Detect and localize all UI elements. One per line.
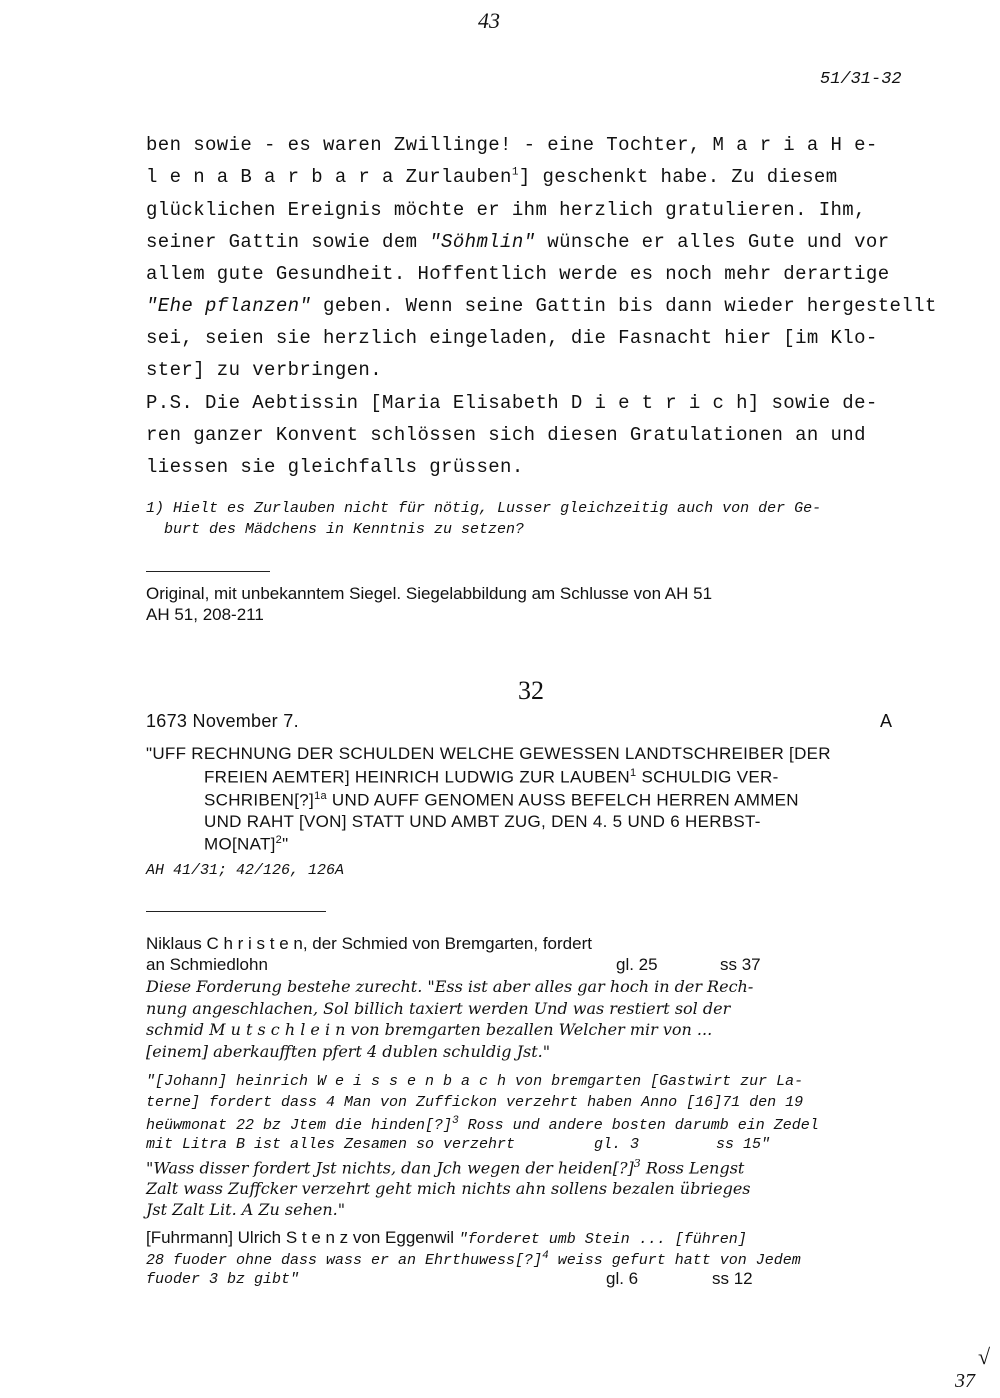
body-line: allem gute Gesundheit. Hoffentlich werde es noch mehr derartige <box>146 263 890 285</box>
body-line: ben sowie - es waren Zwillinge! - eine Tochter, M a r i a H e- <box>146 134 878 156</box>
footnote-ref: 4 <box>542 1250 549 1262</box>
title-line: UND RAHT [VON] STATT UND AMBT ZUG, DEN 4. 5 UND 6 HERBST- <box>204 812 761 831</box>
transcription-line: nung angeschlachen, Sol billich taxiert werden Und was restiert sol der <box>146 999 731 1018</box>
handwritten-folio-number: 37 <box>955 1370 975 1392</box>
transcription-line: Diese Forderung bestehe zurecht. "Ess ist aber alles gar hoch in der Rech- <box>146 977 754 996</box>
entry-line: fuoder 3 bz gibt" <box>146 1271 300 1288</box>
amount-schilling: ss 15" <box>716 1136 771 1153</box>
title-line: FREIEN AEMTER] HEINRICH LUDWIG ZUR LAUBEN$^1$ SCHULDIG VER- <box>204 767 779 787</box>
source-line: AH 51, 208-211 <box>146 605 264 624</box>
transcription-line: Jst Zalt Lit. A Zu sehen." <box>146 1200 346 1219</box>
amount-gulden: gl. 25 <box>616 955 658 974</box>
archive-references: AH 41/31; 42/126, 126A <box>146 862 345 879</box>
quoted-term: "Ehe pflanzen" <box>146 295 312 317</box>
body-line: liessen sie gleichfalls grüssen. <box>146 456 524 478</box>
transcription-line: Zalt wass Zuffcker verzehrt geht mich nichts ahn sollens bezalen übrieges <box>146 1179 751 1198</box>
entry-line: mit Litra B ist alles Zesamen so verzehrt <box>146 1136 516 1153</box>
quoted-term: "Söhmlin" <box>429 231 536 253</box>
body-line: glücklichen Ereignis möchte er ihm herzlich gratulieren. Ihm, <box>146 199 866 221</box>
source-line: Original, mit unbekanntem Siegel. Siegelabbildung am Schlusse von AH 51 <box>146 584 713 603</box>
separator-rule <box>146 571 270 572</box>
footnote-ref: 3 <box>633 1157 641 1170</box>
title-line: MO[NAT]$^2$" <box>204 834 289 854</box>
amount-schilling: ss 12 <box>712 1269 753 1288</box>
separator-rule <box>146 911 326 912</box>
entry-line: 28 fuoder ohne dass wass er an Ehrthuwess[?]$^4$ weiss gefurt hatt von Jedem <box>146 1250 801 1269</box>
transcription-line: [einem] aberkaufften pfert 4 dublen schuldig Jst." <box>146 1042 551 1061</box>
document-reference: 51/31-32 <box>820 70 902 89</box>
footnote-line: 1) Hielt es Zurlauben nicht für nötig, Lusser gleichzeitig auch von der Ge- <box>146 500 822 517</box>
amount-gulden: gl. 3 <box>594 1136 640 1153</box>
title-line: SCHRIBEN[?]$^{1a}$ UND AUFF GENOMEN AUSS BEFELCH HERREN AMMEN <box>204 790 799 810</box>
body-line: ren ganzer Konvent schlössen sich diesen Gratulationen an und <box>146 424 866 446</box>
amount-schilling: ss 37 <box>720 955 761 974</box>
footnote-line: burt des Mädchens in Kenntnis zu setzen? <box>164 521 525 538</box>
title-line: "UFF RECHNUNG DER SCHULDEN WELCHE GEWESSEN LANDTSCHREIBER [DER <box>146 744 831 763</box>
body-line: seiner Gattin sowie dem "Söhmlin" wünsche er alles Gute und vor <box>146 231 890 253</box>
footnote-ref: 1a <box>314 790 327 802</box>
transcription-line: schmid M u t s c h l e i n von bremgarten bezallen Welcher mir von ... <box>146 1020 713 1039</box>
handwritten-check-mark: √ <box>978 1344 991 1369</box>
document-date: 1673 November 7. <box>146 711 299 731</box>
footnote-ref: 1 <box>630 767 637 779</box>
footnote-ref: 3 <box>452 1115 459 1127</box>
document-number: 32 <box>518 676 544 705</box>
entry-line: heüwmonat 22 bz Jtem die hinden[?]$^3$ Ross und andere bosten darumb ein Zedel <box>146 1115 819 1134</box>
footnote-ref: 1 <box>511 166 519 179</box>
transcription-line: "Wass disser fordert Jst nichts, dan Jch wegen der heiden[?]$^3$ Ross Lengst <box>146 1157 745 1178</box>
body-line: l e n a B a r b a r a Zurlauben$^1$] geschenkt habe. Zu diesem <box>146 166 838 188</box>
entry-line: an Schmiedlohn <box>146 955 268 974</box>
entry-line: Niklaus C h r i s t e n, der Schmied von Bremgarten, fordert <box>146 934 592 953</box>
body-line: sei, seien sie herzlich eingeladen, die Fasnacht hier [im Klo- <box>146 327 878 349</box>
footnote-ref: 2 <box>275 834 283 846</box>
entry-line: [Fuhrmann] Ulrich S t e n z von Eggenwil "forderet umb Stein ... [führen] <box>146 1228 747 1248</box>
entry-line: terne] fordert dass 4 Man von Zuffickon verzehrt haben Anno [16]71 den 19 <box>146 1094 804 1111</box>
body-line: ster] zu verbringen. <box>146 359 383 381</box>
handwritten-page-number: 43 <box>478 8 500 33</box>
entry-line: "[Johann] heinrich W e i s s e n b a c h von bremgarten [Gastwirt zur La- <box>146 1073 804 1090</box>
body-line: P.S. Die Aebtissin [Maria Elisabeth D i e t r i c h] sowie de- <box>146 392 878 414</box>
document-type-letter: A <box>880 711 893 731</box>
amount-gulden: gl. 6 <box>606 1269 639 1288</box>
body-line: "Ehe pflanzen" geben. Wenn seine Gattin bis dann wieder hergestellt <box>146 295 937 317</box>
